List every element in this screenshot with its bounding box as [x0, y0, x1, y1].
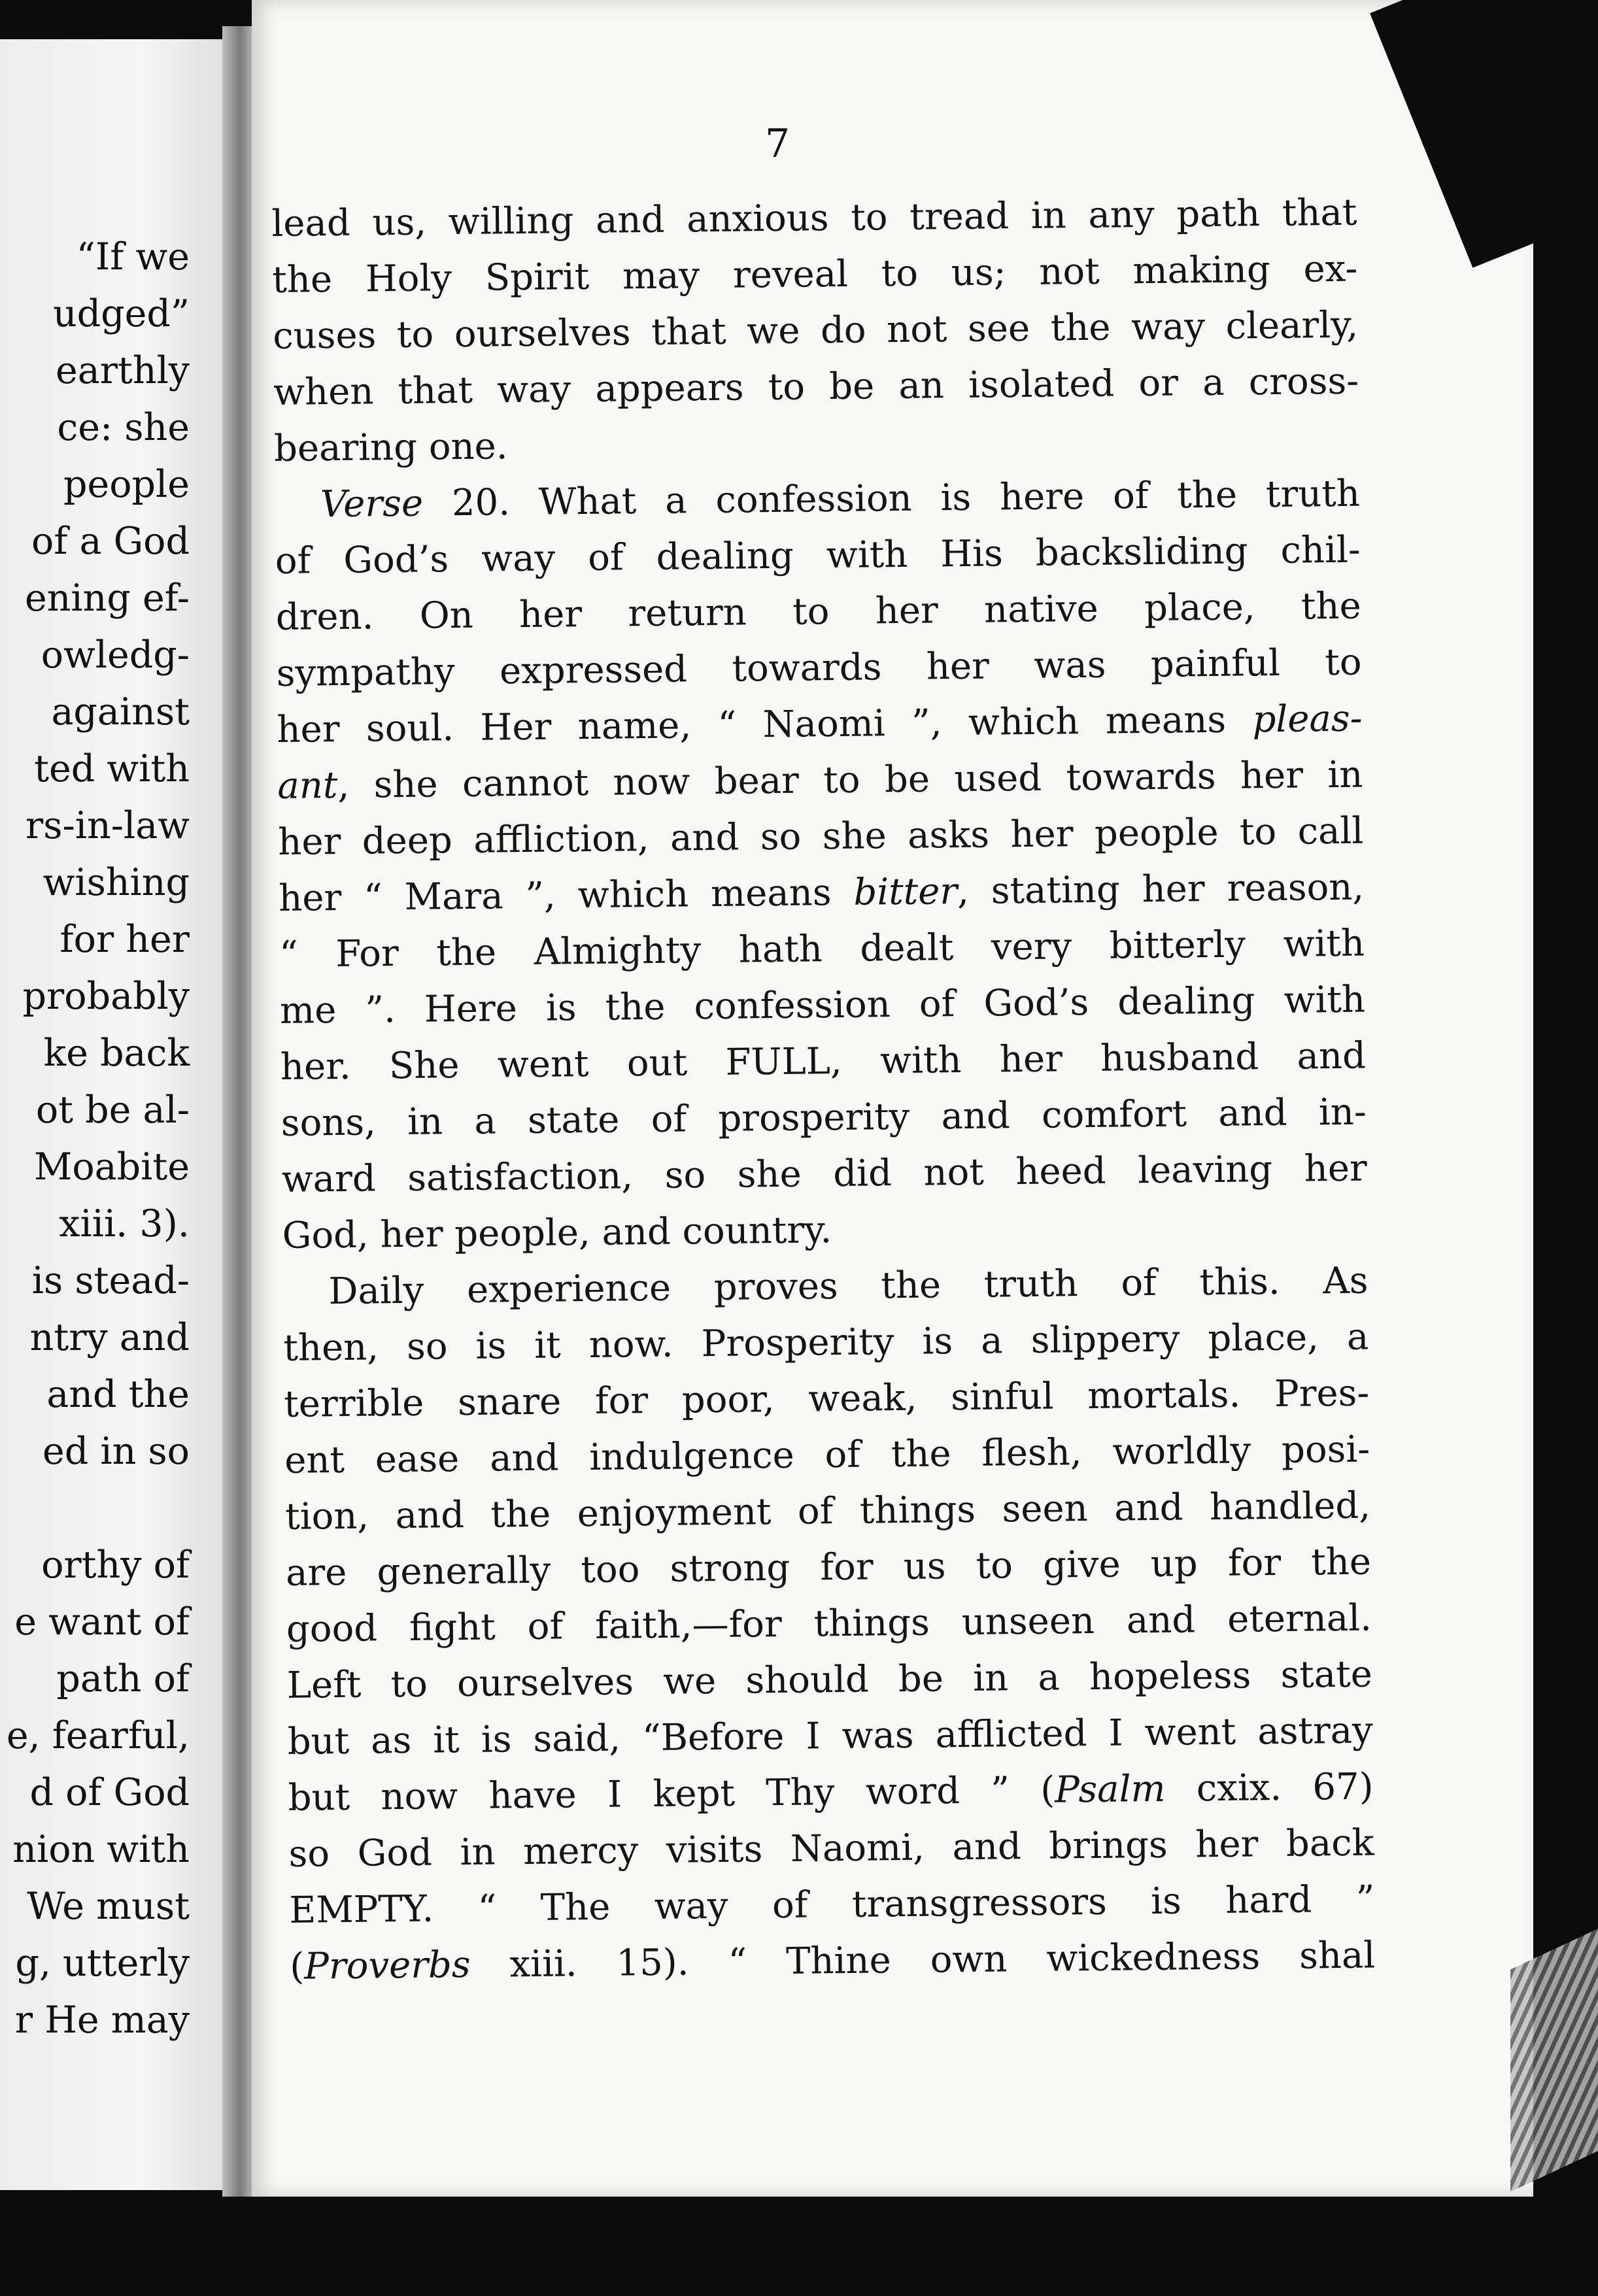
left-line: owledg-: [41, 633, 190, 677]
left-line: of a God: [31, 520, 190, 563]
text-line: Left to ourselves we should be in a hopeless state: [286, 1653, 1373, 1707]
left-line: r He may: [14, 1999, 190, 2042]
text-line: me ”. Here is the confession of God’s dealing with: [279, 978, 1366, 1032]
left-line: ening ef-: [24, 577, 190, 620]
text-line: terrible snare for poor, weak, sinful mortals. Pres-: [284, 1372, 1370, 1426]
left-line: e want of: [14, 1600, 190, 1644]
left-line: We must: [27, 1885, 190, 1928]
text-line: tion, and the enjoyment of things seen and handled,: [284, 1484, 1371, 1538]
text-line: “ For the Almighty hath dealt very bitterly with: [279, 922, 1365, 976]
text-line: her. She went out FULL, with her husband and: [280, 1034, 1367, 1089]
left-line: earthly: [55, 349, 190, 392]
left-line: udged”: [52, 292, 190, 335]
left-line: Moabite: [33, 1145, 190, 1189]
text-line: God, her people, and country.: [282, 1209, 832, 1257]
torn-page-corner: [1370, 0, 1533, 268]
left-line: is stead-: [31, 1259, 190, 1302]
left-line: path of: [56, 1657, 190, 1700]
left-line: people: [63, 463, 190, 506]
left-line: wishing: [42, 861, 190, 904]
curled-page-corner: [1510, 1927, 1598, 2191]
text-line: (Proverbs xiii. 15). “ Thine own wickedness shal: [290, 1934, 1376, 1988]
text-line: Verse 20. What a confession is here of the truth: [320, 472, 1361, 526]
left-page-text: [7, 229, 190, 2049]
text-line: Daily experience proves the truth of this. As: [328, 1259, 1368, 1313]
text-line: are generally too strong for us to give up for the: [285, 1540, 1372, 1595]
text-line: of God’s way of dealing with His backsliding chil-: [275, 528, 1361, 582]
text-line: ward satisfaction, so she did not heed leaving her: [281, 1147, 1368, 1201]
left-line: orthy of: [41, 1544, 190, 1587]
left-line: ke back: [43, 1032, 190, 1075]
text-line: sons, in a state of prosperity and comfort and in-: [280, 1090, 1367, 1145]
text-line: EMPTY. “ The way of transgressors is hard ”: [289, 1878, 1375, 1932]
text-line: dren. On her return to her native place, the: [275, 584, 1361, 639]
left-line: probably: [22, 975, 190, 1018]
left-line: d of God: [29, 1771, 190, 1814]
text-line: but as it is said, “Before I was afflicted I went astray: [287, 1709, 1374, 1763]
left-line: ot be al-: [35, 1089, 190, 1132]
text-line: sympathy expressed towards her was painful to: [276, 641, 1362, 695]
text-line: ent ease and indulgence of the flesh, worldly posi-: [284, 1428, 1370, 1482]
left-page: [0, 39, 235, 2190]
left-line: [7, 1480, 190, 1537]
left-line: for her: [60, 918, 190, 961]
text-line: then, so is it now. Prosperity is a slippery place, a: [283, 1315, 1369, 1370]
text-line: ant, she cannot now bear to be used towards her in: [277, 753, 1363, 807]
text-line: her soul. Her name, “ Naomi ”, which means pleas-: [277, 697, 1363, 751]
text-line: bearing one.: [273, 425, 508, 470]
left-line: ntry and: [29, 1316, 190, 1359]
right-page: [252, 0, 1533, 2197]
text-line: her deep affliction, and so she asks her people to call: [278, 809, 1364, 864]
left-line: “If we: [76, 235, 190, 279]
text-line: when that way appears to be an isolated or a cross-: [273, 360, 1359, 414]
body-text: [271, 185, 1376, 1995]
text-line: lead us, willing and anxious to tread in any path that: [271, 191, 1357, 245]
left-line: xiii. 3).: [59, 1202, 190, 1245]
text-line: good fight of faith,—for things unseen and eternal.: [286, 1596, 1372, 1651]
left-line: ce: she: [57, 406, 190, 449]
left-line: g, utterly: [15, 1942, 190, 1985]
text-line: cuses to ourselves that we do not see the way clearly,: [272, 303, 1359, 358]
text-line: her “ Mara ”, which means bitter, stating her reason,: [278, 866, 1365, 920]
left-line: e, fearful,: [6, 1714, 190, 1757]
text-line: so God in mercy visits Naomi, and brings her back: [288, 1821, 1374, 1876]
left-line: ed in so: [42, 1430, 190, 1473]
text-line: but now have I kept Thy word ” (Psalm cxix. 67): [288, 1765, 1374, 1819]
scan-background: [0, 2197, 1598, 2296]
page-number: 7: [765, 121, 790, 167]
left-line: against: [51, 690, 190, 734]
left-line: ted with: [34, 747, 190, 790]
left-line: nion with: [12, 1828, 190, 1871]
left-line: rs-in-law: [26, 804, 190, 847]
left-line: and the: [46, 1373, 190, 1416]
text-line: the Holy Spirit may reveal to us; not making ex-: [272, 247, 1358, 301]
